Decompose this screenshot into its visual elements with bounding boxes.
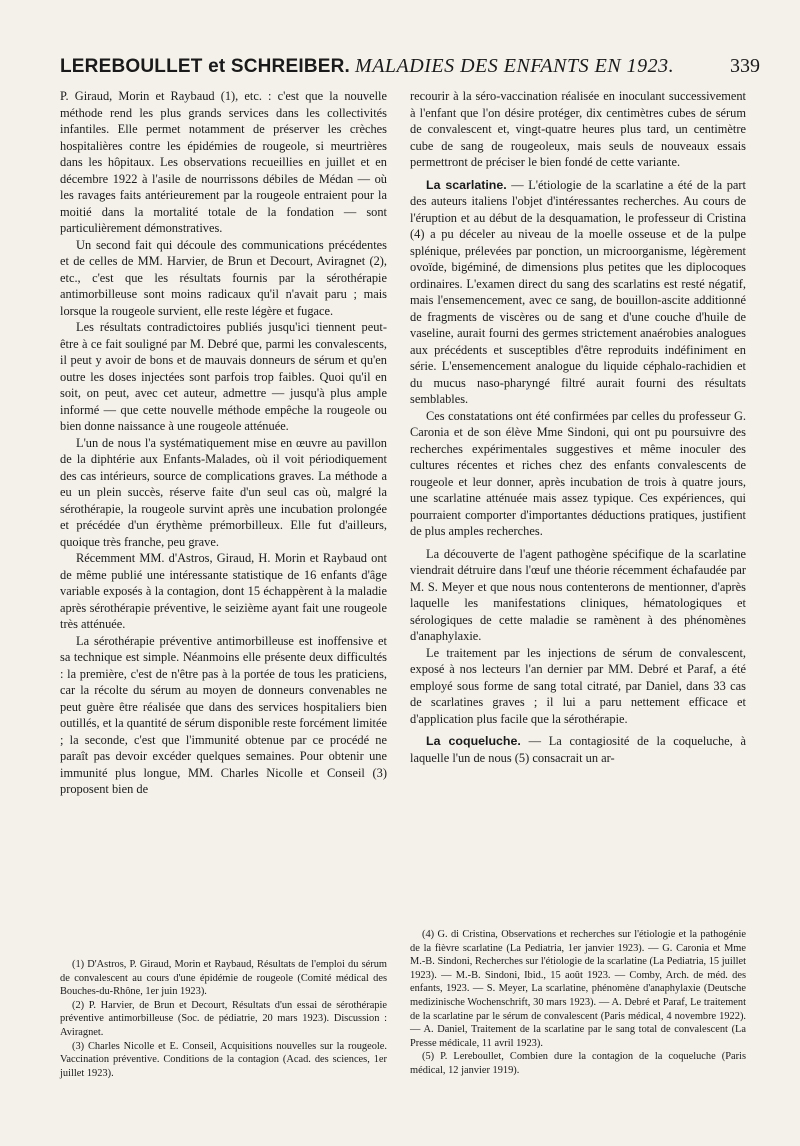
running-header [60,46,760,86]
footnote: (1) D'Astros, P. Giraud, Morin et Raybaud, Résultats de l'emploi du sérum de convalescent au cours d'une épidémie de rougeole (Comité médical des Bouches-du-Rhône, 1er juin 1923). [60,959,387,998]
header-authors: LEREBOULLET et SCHREIBER. [60,56,351,77]
footnote: (5) P. Lereboullet, Combien dure la contagion de la coqueluche (Paris médical, 12 janvier 1919). [410,1051,746,1076]
body-paragraph: Un second fait qui découle des communications précédentes et de celles de MM. Harvier, de Brun et Decourt, Aviragnet (2), etc., c'est que les résultats fournis par la sérothérapie antimorbilleuse sont moins radicaux qu'il n'avait paru ; mais lorsque la rougeole survient, elle reste légère et fugace. [60,237,387,318]
section-text: — La contagiosité de la coqueluche, à laquelle l'un de nous (5) consacrait un ar- [410,734,746,765]
body-paragraph: Récemment MM. d'Astros, Giraud, H. Morin et Raybaud ont de même publié une intéressante statistique de 16 enfants d'âge variable exposés à la contagion, dont 15 échappèrent à la maladie après sérothérapie préventive, le seizième ayant fait une rougeole très atténuée. [60,551,387,631]
footnote: (4) G. di Cristina, Observations et recherches sur l'étiologie et la pathogénie de la fièvre scarlatine (La Pediatria, 1er janvier 1923). — G. Caronia et Mme M.-B. Sindoni, Recherches sur l'étiologie de la scarlatine (La Pediatria, 15 juillet 1923). — M.-B. Sindoni, Ibid., 15 août 1923. — Comby, Arch. de méd. des enfants, 1923. — S. Meyer, La scarlatine, phénomène d'anaphylaxie (Deutsche medizinische Wochenschrift, 30 mars 1923). — A. Debré et Paraf, Le traitement de la scarlatine par le sérum de convalescent (Paris médical, 4 novembre 1922). — A. Daniel, Traitement de la scarlatine par le sang total de convalescent (La Presse médicale, 11 avril 1923). [410,929,746,1049]
right-footnotes [410,928,746,1078]
body-paragraph: recourir à la séro-vaccination réalisée en inoculant successivement à l'enfant que l'on désire protéger, dix centimètres cubes de sérum de convalescent et, vingt-quatre heures plus tard, un centimètre cube de sang de rougeoleux, mais seuls de nouveaux essais permettront de préciser le bien fondé de cette variante. [410,89,746,169]
left-footnotes [60,958,387,1080]
section-heading: La scarlatine. [426,177,507,192]
body-paragraph: La découverte de l'agent pathogène spécifique de la scarlatine viendrait détruire dans l'œuf une théorie récemment échafaudée par M. S. Meyer et que nous nous contenterons de mentionner, d'après laquelle les manifestations cliniques, hématologiques et sérologiques de cette maladie se ramènent à des phénomènes d'anaphylaxie. [410,546,746,643]
body-paragraph: P. Giraud, Morin et Raybaud (1), etc. : c'est que la nouvelle méthode rend les plus grands services dans les collectivités infantiles. Elle permet notamment de préserver les crèches hospitalières contre les épidémies de rougeole, si meurtrières dans les hôpitaux. Les observations recueillies en juillet et en décembre 1922 à l'asile de nourrissons débiles de Médan — où les ravages faits antérieurement par la rougeole entraient pour la moitié dans la mortalité totale de la fondation — sont particulièrement démonstratives. [60,89,387,235]
footnote: (3) Charles Nicolle et E. Conseil, Acquisitions nouvelles sur la rougeole. Vaccination préventive. Conditions de la contagion (Acad. des sciences, 1er juillet 1923). [60,1040,387,1079]
body-paragraph: L'un de nous l'a systématiquement mise en œuvre au pavillon de la diphtérie aux Enfants-Malades, où il voit périodiquement des cas intérieurs, source de complications graves. La méthode a eu un plein succès, réserve faite d'un seul cas où, malgré la sérothérapie, la rougeole survint après une incubation prolongée et précédée d'un érythème prémorbilleux. Elle fut d'ailleurs, quoique très franche, peu grave. [60,435,387,549]
page-number: 339 [730,55,760,77]
section-coqueluche [410,733,746,766]
section-scarlatine [410,177,746,408]
body-paragraph: Les résultats contradictoires publiés jusqu'ici tiennent peut-être à ce fait souligné par M. Debré que, parmi les convalescents, il peut y avoir de bons et de mauvais donneurs de sérum et qu'en outre les doses injectées sont parfois trop faibles. Quoi qu'il en soit, on peut, avec cet auteur, admettre — jusqu'à plus ample informé — que cette nouvelle méthode empêche la rougeole ou bien donne naissance à une rougeole atténuée. [60,320,387,433]
body-paragraph: Ces constatations ont été confirmées par celles du professeur G. Caronia et de son élève Mme Sindoni, qui ont pu poursuivre des recherches expérimentales suggestives et même inoculer des cultures récentes et riches chez des enfants convalescents de rougeole et leur donner, après incubation de trois à quatre jours, une scarlatine atténuée mais assez typique. Ces expériences, qui pourraient comporter d'importantes déductions pratiques, justifient de plus amples recherches. [410,408,746,538]
body-paragraph: La sérothérapie préventive antimorbilleuse est inoffensive et sa technique est simple. Néanmoins elle présente deux difficultés : la première, c'est de n'être pas à la portée de tous les praticiens, car la récolte du sérum au moyen de donneurs convenables ne peut guère être réalisée que dans des services hospitaliers bien outillés, et la quantité de sérum disponible reste forcément limitée ; la seconde, c'est que l'immunité obtenue par ce procédé ne paraît pas devoir excéder quelques semaines. Pour obtenir une immunité plus longue, MM. Charles Nicolle et Conseil (3) proposent bien de [60,633,387,796]
body-paragraph: Le traitement par les injections de sérum de convalescent, exposé à nos lecteurs l'an dernier par MM. Debré et Paraf, a été employé sous forme de sang total citraté, par Daniel, dans 33 cas de scarlatines graves ; il lui a paru nettement efficace et d'application plus facile que la sérothérapie. [410,645,746,726]
section-heading: La coqueluche. [426,734,521,748]
section-text: — L'étiologie de la scarlatine a été de la part des auteurs italiens l'objet d'intéressantes recherches. Au cours de l'éruption et au début de la desquamation, le professeur di Cristina (4) a pu déceler au niveau de la moelle osseuse et de la pulpe splénique, prélevées par ponction, un microorganisme, légèrement ovoïde, bigéminé, de dimensions plus petites que les diplocoques ordinaires. L'examen direct du sang des scarlatins est resté négatif, mais l'ensemencement, avec ce sang, de bouillon-ascite additionné de fragments de viscères ou de sang et d'une couche d'huile de vaseline, aurait fourni des germes strictement anaérobies analogues aux précédents et susceptibles d'être reproduits indéfiniment en série. L'ensemencement analogue du liquide céphalo-rachidien et du mucus naso-pharyngé filtré aurait fourni des résultats semblables. [410,177,746,406]
right-column [410,88,746,766]
footnote: (2) P. Harvier, de Brun et Decourt, Résultats d'un essai de sérothérapie préventive antimorbilleuse (Soc. de pédiatrie, 20 mars 1923). Discussion : Aviragnet. [60,999,387,1038]
left-column [60,88,387,798]
header-title: MALADIES DES ENFANTS EN 1923. [355,55,675,77]
